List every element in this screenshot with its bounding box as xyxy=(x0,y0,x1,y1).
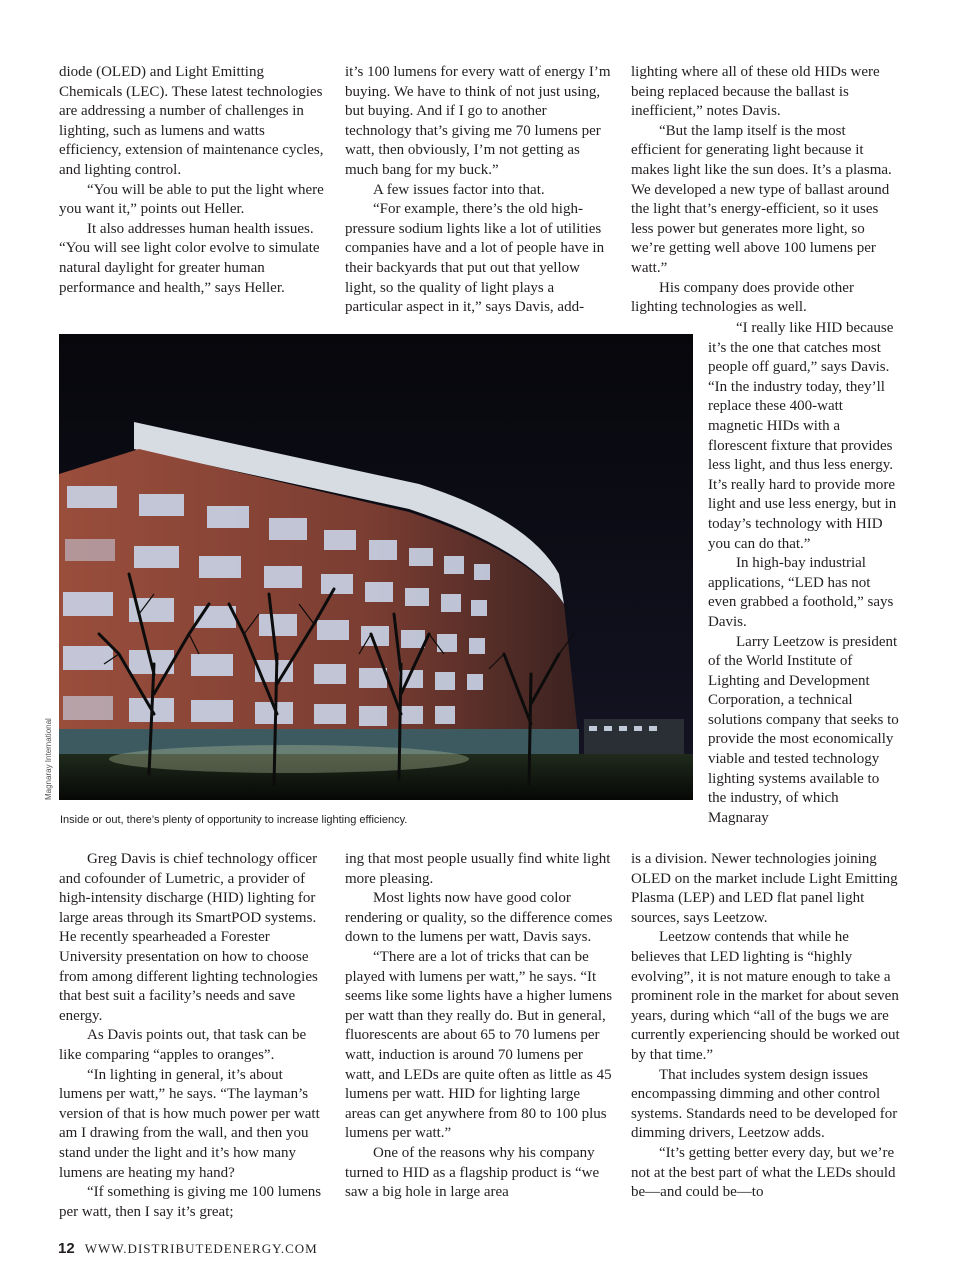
paragraph: A few issues factor into that. xyxy=(373,181,545,198)
column-left-top xyxy=(59,63,329,298)
building-illustration xyxy=(59,334,693,800)
paragraph: “You will be able to put the light where you want it,” points out Heller. xyxy=(59,181,324,218)
page-footer xyxy=(58,1240,318,1260)
paragraph: it’s 100 lumens for every watt of energy I’m buying. We have to think of not just using, but buying. And if I go to another technology that’s giving me 70 lumens per watt, then obviously, I’m not getting as much bang for my buck.” xyxy=(345,64,611,178)
paragraph: “There are a lot of tricks that can be played with lumens per watt,” he says. “It seems like some lights have a higher lumens per watt than they really do. But in general, fluorescents are about 65 to 70 lumens per watt, induction is around 70 lumens per watt, and LEDs are quite often as little as 45 lumens per watt. HID for lighting large areas can get anywhere from 80 to 100 plus lumens per watt.” xyxy=(345,948,613,1142)
paragraph: “If something is giving me 100 lumens per watt, then I say it’s great; xyxy=(59,1184,322,1220)
paragraph: His company does provide other lighting technologies as well. xyxy=(631,279,854,316)
paragraph: In high-bay industrial applications, “LED has not even grabbed a foothold,” says Davis. xyxy=(708,555,894,630)
column-left-bottom xyxy=(59,850,329,1222)
paragraph: diode (OLED) and Light Emitting Chemicals (LEC). These latest technologies are addressing a number of challenges in lighting, such as lumens and watts efficiency, extension of maintenance cycles, and lighting control. xyxy=(59,64,324,178)
column-right-top xyxy=(631,63,899,318)
paragraph: Leetzow contends that while he believes that LED lighting is “highly evolving”, it is not mature enough to take a prominent role in the market for about seven years, during which “all of the bugs we are currently experiencing should be worked out by that time.” xyxy=(631,929,900,1063)
page-number: 12 xyxy=(58,1240,75,1257)
paragraph: One of the reasons why his company turned to HID as a flagship product is “we saw a big hole in large area xyxy=(345,1144,600,1201)
paragraph: “But the lamp itself is the most efficient for generating light because it makes light like the sun does. It’s a plasma. We developed a new type of ballast around the light that’s energy-efficient, so it uses less power but generates more light, so we’re getting well above 100 lumens per watt.” xyxy=(631,122,892,276)
paragraph: Most lights now have good color rendering or quality, so the difference comes down to the lumens per watt, Davis says. xyxy=(345,890,613,946)
building-night-photo xyxy=(59,334,693,800)
column-middle-top xyxy=(345,63,613,318)
paragraph: Greg Davis is chief technology officer and cofounder of Lumetric, a provider of high-intensity discharge (HID) lighting for large areas through its SmartPOD systems. He recently spearheaded a Forester University presentation on how to choose from among different lighting technologies that best suit a facility’s needs and save energy. xyxy=(59,851,318,1024)
paragraph: is a division. Newer technologies joining OLED on the market include Light Emitting Plasma (LEP) and LED flat panel light sources, says Leetzow. xyxy=(631,851,898,926)
paragraph: ing that most people usually find white light more pleasing. xyxy=(345,851,611,887)
paragraph: It also addresses human health issues. “You will see light color evolve to simulate natural daylight for greater human performance and health,” says Heller. xyxy=(59,220,320,296)
paragraph: Larry Leetzow is president of the World Institute of Lighting and Development Corporation, a technical solutions company that seeks to provide the most economically viable and tested technology lighting systems available to the industry, of which Magnaray xyxy=(708,633,899,826)
column-right-wrap xyxy=(708,319,900,828)
photo-credit: Magnaray International xyxy=(44,718,53,800)
paragraph: “It’s getting better every day, but we’re not at the best part of what the LEDs should be—and could be—to xyxy=(631,1144,896,1201)
website-url[interactable]: WWW.DISTRIBUTEDENERGY.COM xyxy=(84,1241,318,1256)
column-middle-bottom xyxy=(345,850,613,1203)
photo-caption: Inside or out, there’s plenty of opportunity to increase lighting efficiency. xyxy=(60,814,408,826)
paragraph: That includes system design issues encompassing dimming and other control systems. Standards need to be developed for dimming drivers, Leetzow adds. xyxy=(631,1066,898,1142)
paragraph: As Davis points out, that task can be like comparing “apples to oranges”. xyxy=(59,1027,307,1063)
column-right-bottom xyxy=(631,850,901,1203)
paragraph: lighting where all of these old HIDs were being replaced because the ballast is inefficient,” notes Davis. xyxy=(631,64,880,120)
paragraph: “I really like HID because it’s the one that catches most people off guard,” says Davis. “In the industry today, they’ll replace these 400-watt magnetic HIDs with a florescent fixture that provides less light, and thus less energy. It’s really hard to provide more light and use less energy, but in today’s technology with HID you can do that.” xyxy=(708,320,897,552)
paragraph: “For example, there’s the old high-pressure sodium lights like a lot of utilities companies have and a lot of people have in their backyards that put out that yellow light, so the quality of light plays a particular aspect in it,” says Davis, add- xyxy=(345,201,605,316)
paragraph: “In lighting in general, it’s about lumens per watt,” he says. “The layman’s version of that is how much power per watt am I drawing from the wall, and then you stand under the light and it’s how many lumens are heating my hand? xyxy=(59,1066,320,1181)
